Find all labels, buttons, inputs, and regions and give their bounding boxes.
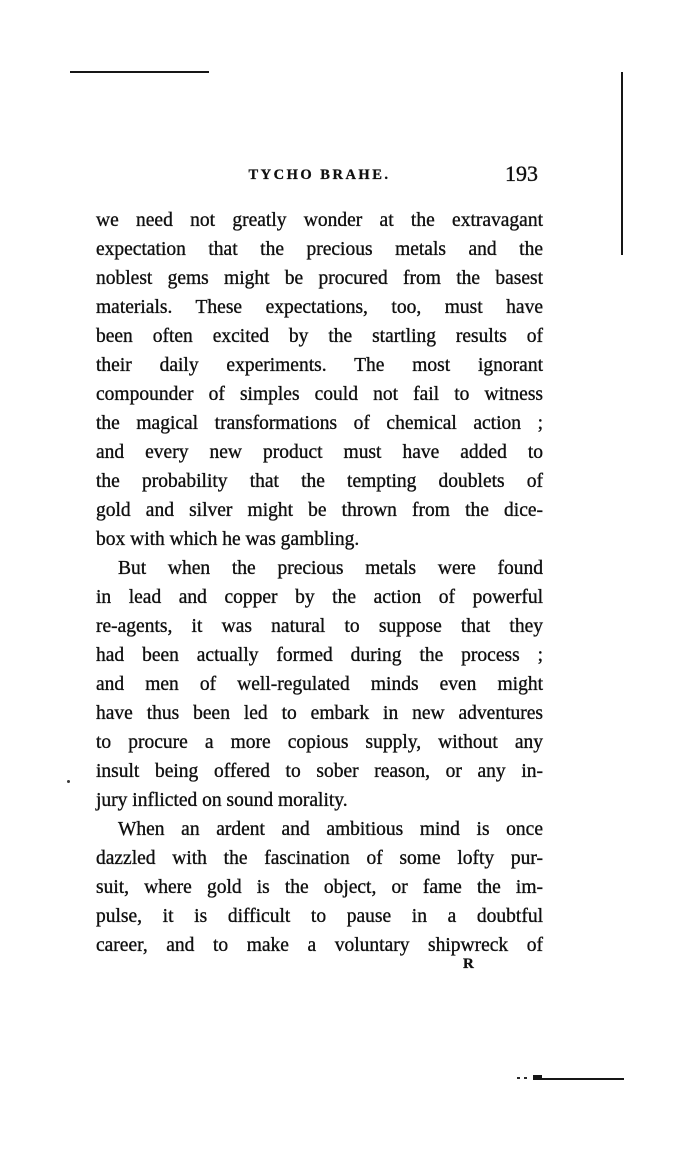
text-line: the probability that the tempting doublets of bbox=[96, 471, 543, 492]
right-margin-rule bbox=[621, 72, 623, 255]
text-line: But when the precious metals were found bbox=[118, 558, 543, 579]
text-line: expectation that the precious metals and the bbox=[96, 239, 543, 260]
text-line: compounder of simples could not fail to witness bbox=[96, 384, 543, 405]
text-line: When an ardent and ambitious mind is once bbox=[118, 819, 543, 840]
running-title: TYCHO BRAHE. bbox=[248, 167, 391, 183]
text-line: pulse, it is difficult to pause in a doubtful bbox=[96, 906, 543, 927]
text-line: career, and to make a voluntary shipwreck of bbox=[96, 935, 543, 956]
body-text bbox=[96, 206, 543, 960]
text-line: to procure a more copious supply, without any bbox=[96, 732, 543, 753]
paragraph-2 bbox=[96, 554, 543, 815]
text-line: jury inflicted on sound morality. bbox=[96, 790, 348, 811]
text-line: had been actually formed during the process ; bbox=[96, 645, 543, 666]
text-line: their daily experiments. The most ignorant bbox=[96, 355, 543, 376]
scan-artifact-dot bbox=[67, 780, 70, 783]
text-line: gold and silver might be thrown from the dice- bbox=[96, 500, 543, 521]
page-number: 193 bbox=[505, 161, 538, 186]
text-line: re-agents, it was natural to suppose that they bbox=[96, 616, 543, 637]
text-line: in lead and copper by the action of powerful bbox=[96, 587, 543, 608]
text-line: insult being offered to sober reason, or any in- bbox=[96, 761, 543, 782]
text-line: noblest gems might be procured from the basest bbox=[96, 268, 543, 289]
text-line: suit, where gold is the object, or fame the im- bbox=[96, 877, 543, 898]
text-line: dazzled with the fascination of some lofty pur- bbox=[96, 848, 543, 869]
text-line: the magical transformations of chemical action ; bbox=[96, 413, 543, 434]
text-line: we need not greatly wonder at the extravagant bbox=[96, 210, 543, 231]
paragraph-3 bbox=[96, 815, 543, 960]
bottom-right-rule bbox=[533, 1078, 624, 1080]
text-line: have thus been led to embark in new adventures bbox=[96, 703, 543, 724]
paragraph-1 bbox=[96, 206, 543, 554]
text-line: and men of well-regulated minds even might bbox=[96, 674, 543, 695]
top-left-margin-rule bbox=[70, 71, 209, 73]
text-line: box with which he was gambling. bbox=[96, 529, 360, 550]
text-line: been often excited by the startling results of bbox=[96, 326, 543, 347]
page-header bbox=[96, 163, 543, 191]
text-line: and every new product must have added to bbox=[96, 442, 543, 463]
text-line: materials. These expectations, too, must have bbox=[96, 297, 543, 318]
printers-signature-mark: R bbox=[463, 956, 474, 972]
scan-artifact-dashes bbox=[517, 1077, 531, 1080]
